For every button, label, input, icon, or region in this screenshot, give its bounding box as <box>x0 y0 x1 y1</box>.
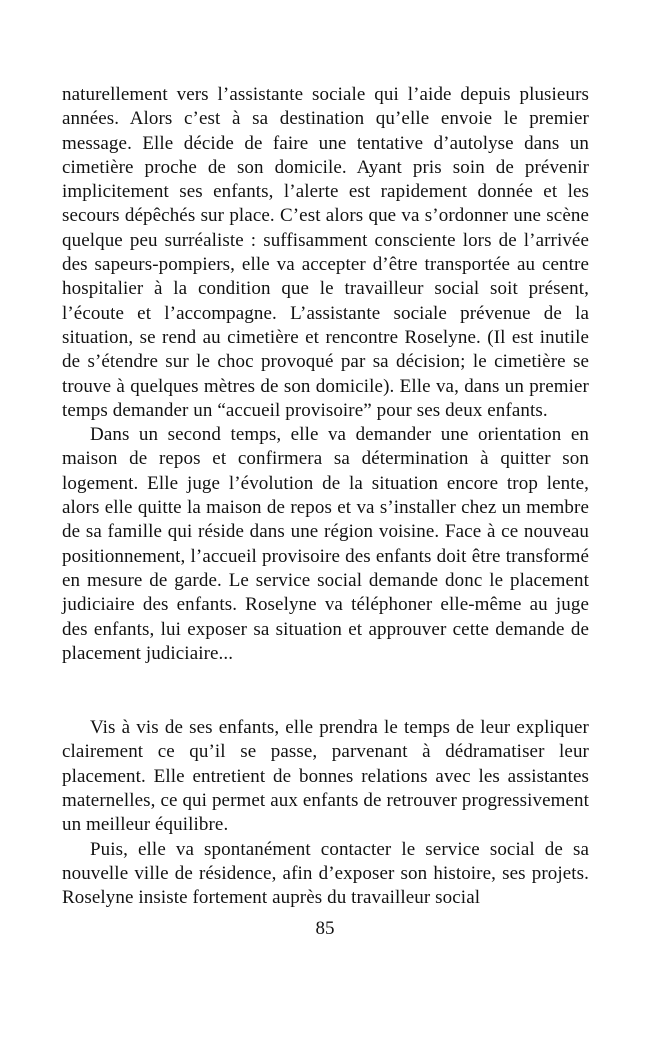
page-number: 85 <box>315 918 335 939</box>
paragraph: Puis, elle va spontanément contacter le service social de sa nouvelle ville de résidence, afin d’exposer son histoire, ses projets. Roselyne insiste fortement auprès du travailleur social <box>62 838 589 909</box>
body-text <box>62 83 589 911</box>
paragraph: naturellement vers l’assistante sociale qui l’aide depuis plusieurs années. Alors c’est à sa destination qu’elle envoie le premier message. Elle décide de faire une tentative d’autolyse dans un cimetière proche de son domicile. Ayant pris soin de prévenir implicitement ses enfants, l’alerte est rapidement donnée et les secours dépêchés sur place. C’est alors que va s’ordonner une scène quelque peu surréaliste : suffisamment consciente lors de l’arrivée des sapeurs-pompiers, elle va accepter d’être transportée au centre hospitalier à la condition que le travailleur social soit présent, l’écoute et l’accompagne. L’assistante sociale prévenue de la situation, se rend au cimetière et rencontre Roselyne. (Il est inutile de s’étendre sur le choc provoqué par sa décision; le cimetière se trouve à quelques mètres de son domicile). Elle va, dans un premier temps demander un “accueil provisoire” pour ses deux enfants. <box>62 84 589 421</box>
paragraph: Vis à vis de ses enfants, elle prendra le temps de leur expliquer clairement ce qu’il se passe, parvenant à dédramatiser leur placement. Elle entretient de bonnes relations avec les assistantes maternelles, ce qui permet aux enfants de retrouver progressivement un meilleur équilibre. <box>62 717 589 836</box>
paragraph: Dans un second temps, elle va demander une orientation en maison de repos et confirmera sa détermination à quitter son logement. Elle juge l’évolution de la situation encore trop lente, alors elle quitte la maison de repos et va s’installer chez un membre de sa famille qui réside dans une région voisine. Face à ce nouveau positionnement, l’accueil provisoire des enfants doit être transformé en mesure de garde. Le service social demande donc le placement judiciaire des enfants. Roselyne va téléphoner elle-même au juge des enfants, lui exposer sa situation et approuver cette demande de placement judiciaire... <box>62 424 589 664</box>
